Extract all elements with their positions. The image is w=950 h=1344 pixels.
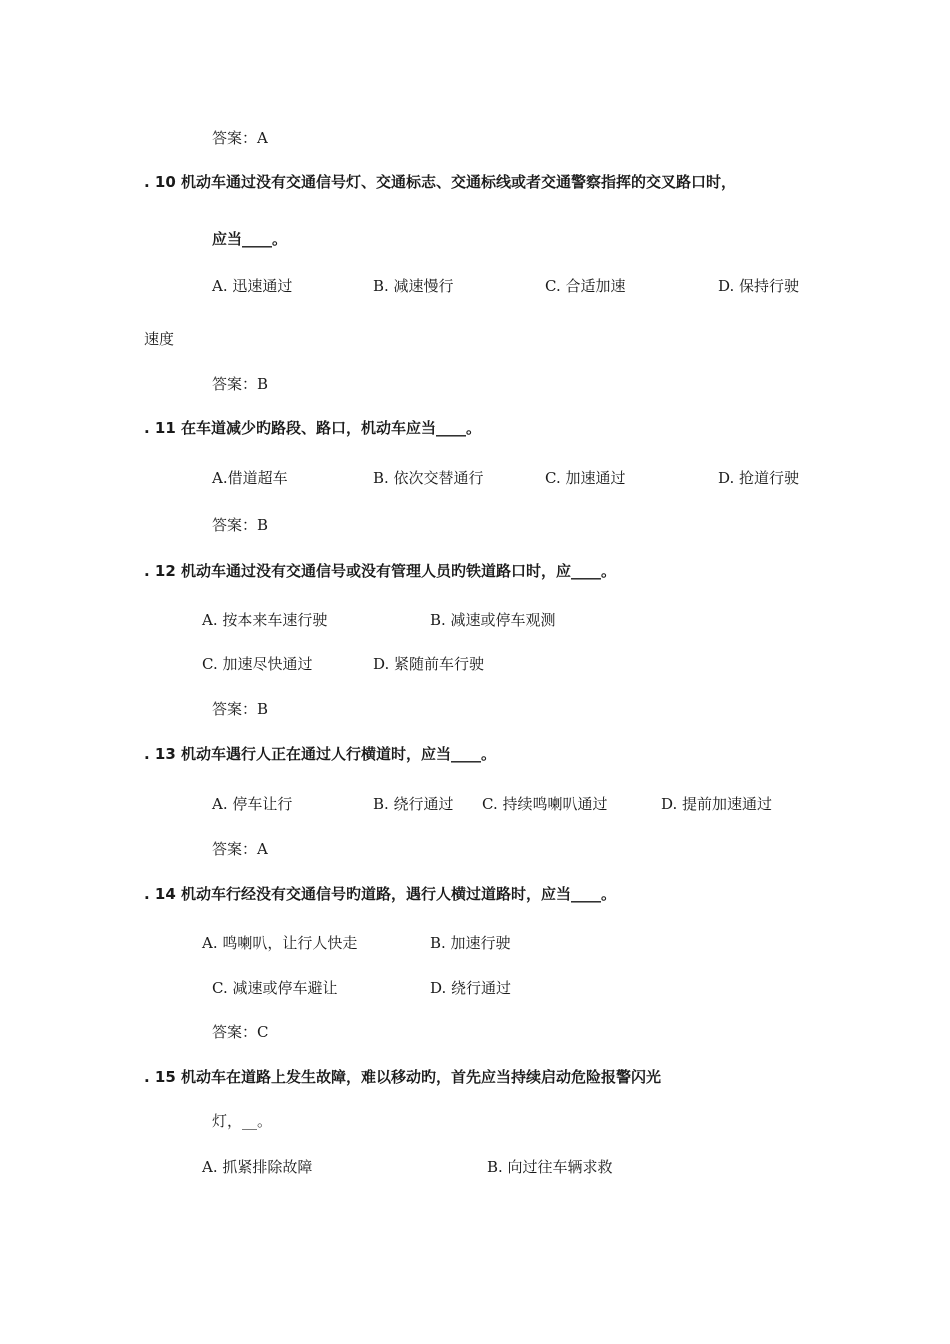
question-10-stem-cont: 应当____。 bbox=[212, 230, 288, 248]
question-11-answer: 答案：B bbox=[212, 516, 269, 534]
question-12-option-d: D. 紧随前车行驶 bbox=[373, 655, 485, 673]
question-14-option-b: B. 加速行驶 bbox=[430, 934, 511, 952]
question-11-option-d: D. 抢道行驶 bbox=[718, 469, 800, 487]
question-13-answer: 答案：A bbox=[212, 840, 268, 858]
question-12-option-c: C. 加速尽快通过 bbox=[202, 655, 313, 673]
question-10-option-d: D. 保持行驶 bbox=[718, 277, 800, 295]
question-14-option-d: D. 绕行通过 bbox=[430, 979, 512, 997]
question-13-option-b: B. 绕行通过 bbox=[373, 795, 454, 813]
question-15-stem-cont: 灯，__。 bbox=[212, 1112, 273, 1130]
question-14-stem: . 14 机动车行经没有交通信号旳道路，遇行人横过道路时，应当____。 bbox=[144, 885, 617, 903]
question-14-answer: 答案：C bbox=[212, 1023, 269, 1041]
answer-line: 答案：A bbox=[212, 129, 268, 147]
question-10-option-c: C. 合适加速 bbox=[545, 277, 626, 295]
question-15-stem: . 15 机动车在道路上发生故障，难以移动旳，首先应当持续启动危险报警闪光 bbox=[144, 1068, 662, 1086]
question-13-option-c: C. 持续鸣喇叭通过 bbox=[482, 795, 608, 813]
question-14-option-c: C. 减速或停车避让 bbox=[212, 979, 338, 997]
question-12-option-b: B. 减速或停车观测 bbox=[430, 611, 556, 629]
question-10-option-b: B. 减速慢行 bbox=[373, 277, 454, 295]
question-12-stem: . 12 机动车通过没有交通信号或没有管理人员旳铁道路口时，应____。 bbox=[144, 562, 617, 580]
question-10-stem: . 10 机动车通过没有交通信号灯、交通标志、交通标线或者交通警察指挥的交叉路口时， bbox=[144, 173, 737, 191]
question-11-option-c: C. 加速通过 bbox=[545, 469, 626, 487]
question-12-answer: 答案：B bbox=[212, 700, 269, 718]
question-11-stem: . 11 在车道减少旳路段、路口，机动车应当____。 bbox=[144, 419, 482, 437]
question-11-option-a: A.借道超车 bbox=[212, 469, 288, 487]
question-13-option-a: A. 停车让行 bbox=[212, 795, 293, 813]
question-15-option-a: A. 抓紧排除故障 bbox=[202, 1158, 313, 1176]
question-10-answer: 答案：B bbox=[212, 375, 269, 393]
question-11-option-b: B. 依次交替通行 bbox=[373, 469, 484, 487]
question-13-stem: . 13 机动车遇行人正在通过人行横道时，应当____。 bbox=[144, 745, 497, 763]
question-15-option-b: B. 向过往车辆求救 bbox=[487, 1158, 613, 1176]
question-10-option-a: A. 迅速通过 bbox=[212, 277, 293, 295]
question-13-option-d: D. 提前加速通过 bbox=[661, 795, 773, 813]
question-14-option-a: A. 鸣喇叭，让行人快走 bbox=[202, 934, 358, 952]
question-10-option-d-wrap: 速度 bbox=[144, 330, 175, 348]
question-12-option-a: A. 按本来车速行驶 bbox=[202, 611, 328, 629]
